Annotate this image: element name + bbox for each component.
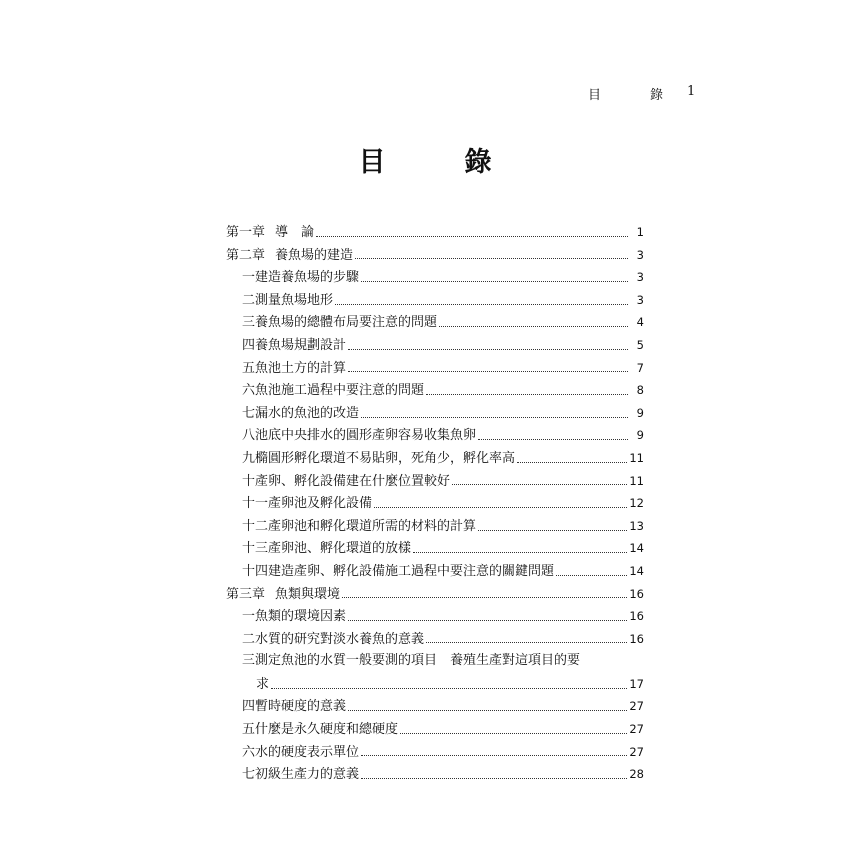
toc-entry-page: 4 <box>636 315 644 330</box>
toc-entry-page: 27 <box>629 722 644 737</box>
toc-entry-label: 養魚場規劃設計 <box>255 337 347 353</box>
toc-entry-number: 二 <box>242 631 256 647</box>
leader-dots <box>348 620 627 621</box>
toc-entry-label: 初級生產力的意義 <box>255 767 360 783</box>
toc-entry-page: 16 <box>629 631 644 646</box>
toc-entry-label: 建造產卵、孵化設備施工過程中要注意的關鍵問題 <box>268 563 555 579</box>
toc-entry-page: 3 <box>636 292 644 307</box>
leader-dots <box>348 371 628 372</box>
leader-dots <box>348 349 628 350</box>
leader-dots <box>556 575 627 576</box>
toc-entry[interactable] <box>222 492 644 515</box>
toc-entry-label: 魚類的環境因素 <box>255 609 347 625</box>
toc-entry[interactable] <box>222 605 644 628</box>
toc-entry-label: 暫時硬度的意義 <box>255 699 347 715</box>
page-title: 目 錄 <box>358 147 518 178</box>
toc-entry-number: 四 <box>242 699 256 715</box>
toc-entry[interactable] <box>222 447 644 470</box>
toc-entry-continuation[interactable] <box>222 673 644 696</box>
toc-entry[interactable] <box>222 650 644 673</box>
leader-dots <box>452 484 627 485</box>
toc-entry-page: 1 <box>636 225 644 239</box>
toc-entry-number: 十 <box>242 473 256 489</box>
leader-dots <box>316 236 628 237</box>
toc-entry-label: 魚池施工過程中要注意的問題 <box>255 383 425 399</box>
leader-dots <box>361 755 627 756</box>
table-of-contents <box>222 221 644 786</box>
leader-dots <box>335 304 628 305</box>
toc-entry-number: 二 <box>242 292 256 308</box>
toc-entry-page: 8 <box>636 383 644 398</box>
toc-entry-label: 測定魚池的水質一般要測的項目 養殖生產對這項目的要 <box>255 653 581 669</box>
toc-entry-page: 28 <box>629 767 644 782</box>
toc-entry-label: 水質的研究對淡水養魚的意義 <box>255 631 425 647</box>
toc-entry-label: 養魚場的建造 <box>275 247 354 263</box>
toc-entry[interactable] <box>222 560 644 583</box>
toc-entry-label: 魚池土方的計算 <box>255 360 347 376</box>
leader-dots <box>361 778 627 779</box>
toc-entry-number: 一 <box>242 270 256 286</box>
toc-entry-number: 一 <box>242 609 256 625</box>
toc-entry-number: 第一章 <box>226 225 266 240</box>
toc-entry[interactable] <box>222 221 644 244</box>
toc-entry[interactable] <box>222 266 644 289</box>
toc-entry-label: 求 <box>256 676 270 692</box>
toc-entry-page: 14 <box>629 563 644 578</box>
toc-entry-label: 養魚場的總體布局要注意的問題 <box>255 315 438 331</box>
toc-entry-page: 9 <box>636 428 644 443</box>
leader-dots <box>342 597 627 598</box>
page-number: 1 <box>687 84 697 99</box>
leader-dots <box>400 733 627 734</box>
toc-entry-page: 12 <box>629 496 644 511</box>
toc-entry-page: 5 <box>636 337 644 352</box>
toc-entry-number: 第二章 <box>226 247 266 263</box>
toc-entry-page: 9 <box>636 405 644 420</box>
toc-entry-label: 什麼是永久硬度和總硬度 <box>255 722 399 738</box>
toc-entry-label: 漏水的魚池的改造 <box>255 405 360 421</box>
toc-entry-number: 第三章 <box>226 586 266 602</box>
toc-entry-label: 導 論 <box>275 225 315 240</box>
toc-entry[interactable] <box>222 289 644 312</box>
toc-entry-page: 7 <box>636 360 644 375</box>
toc-entry-number: 十三 <box>242 541 269 557</box>
leader-dots <box>348 710 627 711</box>
toc-entry-label: 池底中央排水的圓形產卵容易收集魚卵 <box>255 428 477 444</box>
toc-entry-page: 11 <box>629 473 644 488</box>
leader-dots <box>355 258 628 259</box>
toc-entry-page: 14 <box>629 541 644 556</box>
toc-entry-number: 五 <box>242 360 256 376</box>
toc-entry-number: 六 <box>242 383 256 399</box>
toc-entry[interactable] <box>222 763 644 786</box>
toc-entry[interactable] <box>222 357 644 380</box>
toc-entry-page: 3 <box>636 270 644 285</box>
leader-dots <box>478 439 628 440</box>
leader-dots <box>426 394 628 395</box>
toc-entry-number: 七 <box>242 767 256 783</box>
toc-entry-page: 11 <box>629 450 644 465</box>
leader-dots <box>374 507 627 508</box>
toc-entry-page: 3 <box>636 247 644 262</box>
toc-entry-label: 魚類與環境 <box>275 586 341 602</box>
toc-entry-label: 橢圓形孵化環道不易貼卵，死角少，孵化率高 <box>255 450 516 466</box>
toc-entry-number: 七 <box>242 405 256 421</box>
toc-entry-number: 三 <box>242 315 256 331</box>
toc-entry-label: 產卵池、孵化環道的放樣 <box>268 541 412 557</box>
toc-entry-label: 建造養魚場的步驟 <box>255 270 360 286</box>
toc-entry[interactable] <box>222 311 644 334</box>
toc-entry-page: 16 <box>629 586 644 601</box>
toc-entry-number: 四 <box>242 337 256 353</box>
toc-entry-page: 27 <box>629 699 644 714</box>
toc-entry-label: 產卵、孵化設備建在什麼位置較好 <box>255 473 451 489</box>
leader-dots <box>426 642 627 643</box>
toc-entry-page: 16 <box>629 609 644 624</box>
toc-entry-page: 17 <box>629 676 644 691</box>
toc-entry-number: 十四 <box>242 563 269 579</box>
toc-entry[interactable] <box>222 334 644 357</box>
leader-dots <box>517 462 627 463</box>
toc-entry[interactable] <box>222 718 644 741</box>
toc-entry[interactable] <box>222 402 644 425</box>
toc-entry-number: 六 <box>242 744 256 760</box>
toc-entry[interactable] <box>222 470 644 493</box>
toc-entry-number: 五 <box>242 722 256 738</box>
toc-entry[interactable] <box>222 515 644 538</box>
toc-entry-label: 產卵池及孵化設備 <box>268 496 373 512</box>
toc-entry[interactable] <box>222 379 644 402</box>
toc-entry[interactable] <box>222 537 644 560</box>
toc-entry-label: 產卵池和孵化環道所需的材料的計算 <box>268 518 477 534</box>
leader-dots <box>361 281 628 282</box>
running-header-title: 目 錄 <box>588 88 682 103</box>
toc-entry-page: 27 <box>629 744 644 759</box>
toc-entry-number: 八 <box>242 428 256 444</box>
toc-entry[interactable] <box>222 424 644 447</box>
toc-entry[interactable] <box>222 741 644 764</box>
toc-entry-label: 測量魚場地形 <box>255 292 334 308</box>
leader-dots <box>413 552 627 553</box>
leader-dots <box>271 688 627 689</box>
toc-entry-page: 13 <box>629 518 644 533</box>
leader-dots <box>439 326 628 327</box>
leader-dots <box>478 530 627 531</box>
toc-entry-number: 十一 <box>242 496 269 512</box>
leader-dots <box>361 417 628 418</box>
toc-entry-number: 三 <box>242 653 256 669</box>
toc-entry-number: 十二 <box>242 518 269 534</box>
toc-entry[interactable] <box>222 583 644 606</box>
toc-entry[interactable] <box>222 628 644 651</box>
running-header <box>588 84 696 103</box>
toc-entry[interactable] <box>222 244 644 267</box>
toc-entry[interactable] <box>222 695 644 718</box>
toc-entry-number: 九 <box>242 450 256 466</box>
toc-entry-label: 水的硬度表示單位 <box>255 744 360 760</box>
